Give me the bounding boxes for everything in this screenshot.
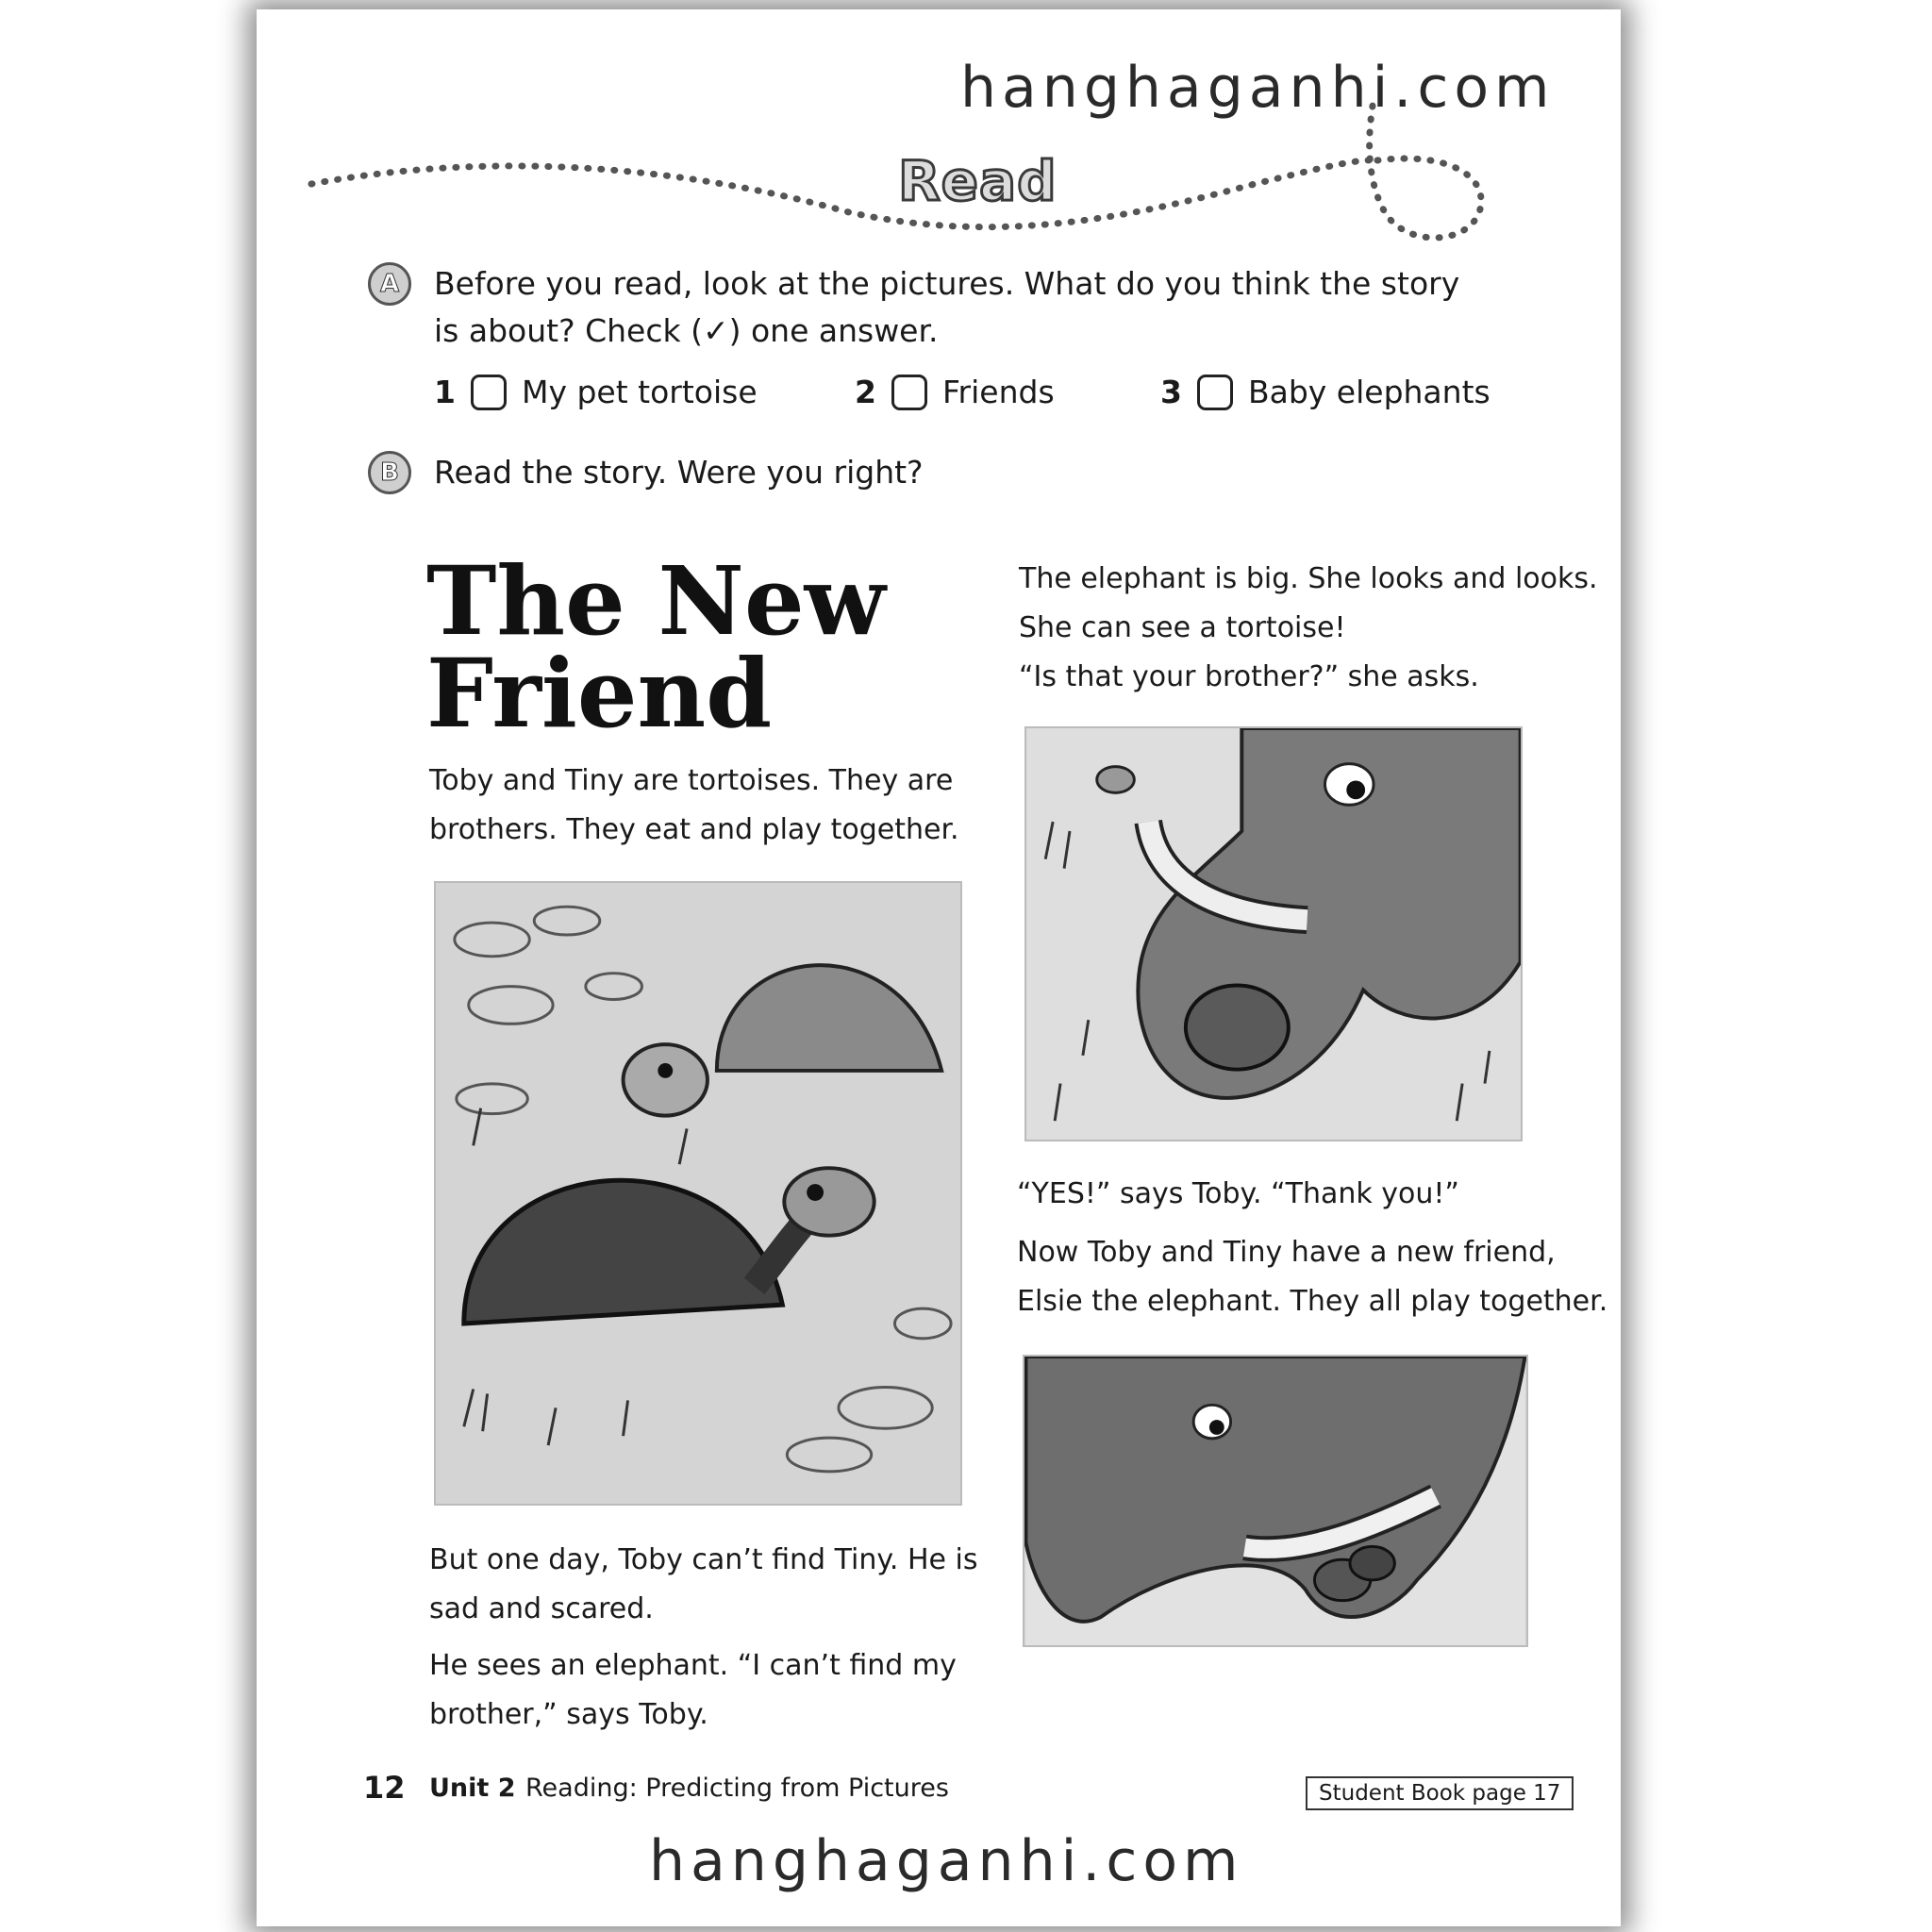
story-paragraph-3 [429,1641,957,1740]
activity-b-badge: B [368,451,411,494]
story-p6-line2: Elsie the elephant. They all play together. [1017,1285,1608,1318]
story-paragraph-2 [429,1536,977,1634]
story-title-line2: Friend [426,638,773,749]
activity-a-instruction-line2: is about? Check (✓) one answer. [434,312,939,349]
activity-b-instruction: Read the story. Were you right? [434,454,924,491]
story-paragraph-5: “YES!” says Toby. “Thank you!” [1017,1177,1459,1210]
illustration-two-tortoises [434,881,962,1506]
story-title-line1: The New [426,545,886,657]
story-p1-line2: brothers. They eat and play together. [429,813,959,846]
story-title [426,545,886,749]
option-1-checkbox[interactable] [471,375,507,410]
option-1-number: 1 [434,374,456,410]
option-3-number: 3 [1160,374,1182,410]
story-p4-line1: The elephant is big. She looks and looks. [1019,562,1598,595]
story-paragraph-1 [429,757,959,855]
option-1-label: My pet tortoise [521,374,758,410]
option-2-number: 2 [855,374,876,410]
activity-a-instruction-line1: Before you read, look at the pictures. What do you think the story [434,265,1460,302]
reading-skill-label: Reading: Predicting from Pictures [525,1774,949,1803]
watermark-bottom: hanghaganhi.com [649,1828,1244,1894]
option-2-label: Friends [941,374,1055,410]
illustration-elephant-and-tortoises [1023,1355,1528,1647]
activity-a-badge: A [368,262,411,306]
section-title: Read [898,149,1058,213]
story-p3-line2: brother,” says Toby. [429,1698,708,1731]
story-p2-line2: sad and scared. [429,1592,654,1625]
story-p3-line1: He sees an elephant. “I can’t find my [429,1649,957,1682]
story-p6-line1: Now Toby and Tiny have a new friend, [1017,1236,1556,1269]
option-1[interactable] [434,374,758,410]
dotted-decoration [0,0,1932,283]
story-p1-line1: Toby and Tiny are tortoises. They are [429,764,954,797]
page-number: 12 [363,1770,406,1806]
option-2-checkbox[interactable] [891,375,927,410]
story-p2-line1: But one day, Toby can’t find Tiny. He is [429,1543,978,1576]
option-3-label: Baby elephants [1247,374,1491,410]
story-paragraph-4 [1019,555,1598,702]
watermark-top: hanghaganhi.com [960,55,1556,121]
unit-label: Unit 2 [429,1774,516,1803]
story-p4-line3: “Is that your brother?” she asks. [1019,660,1479,693]
story-p4-line2: She can see a tortoise! [1019,611,1346,644]
student-book-reference: Student Book page 17 [1306,1776,1574,1810]
option-3-checkbox[interactable] [1197,375,1233,410]
illustration-elephant-finds-tortoise [1024,726,1523,1141]
story-paragraph-6 [1017,1228,1607,1326]
option-2[interactable] [855,374,1055,410]
option-3[interactable] [1160,374,1491,410]
